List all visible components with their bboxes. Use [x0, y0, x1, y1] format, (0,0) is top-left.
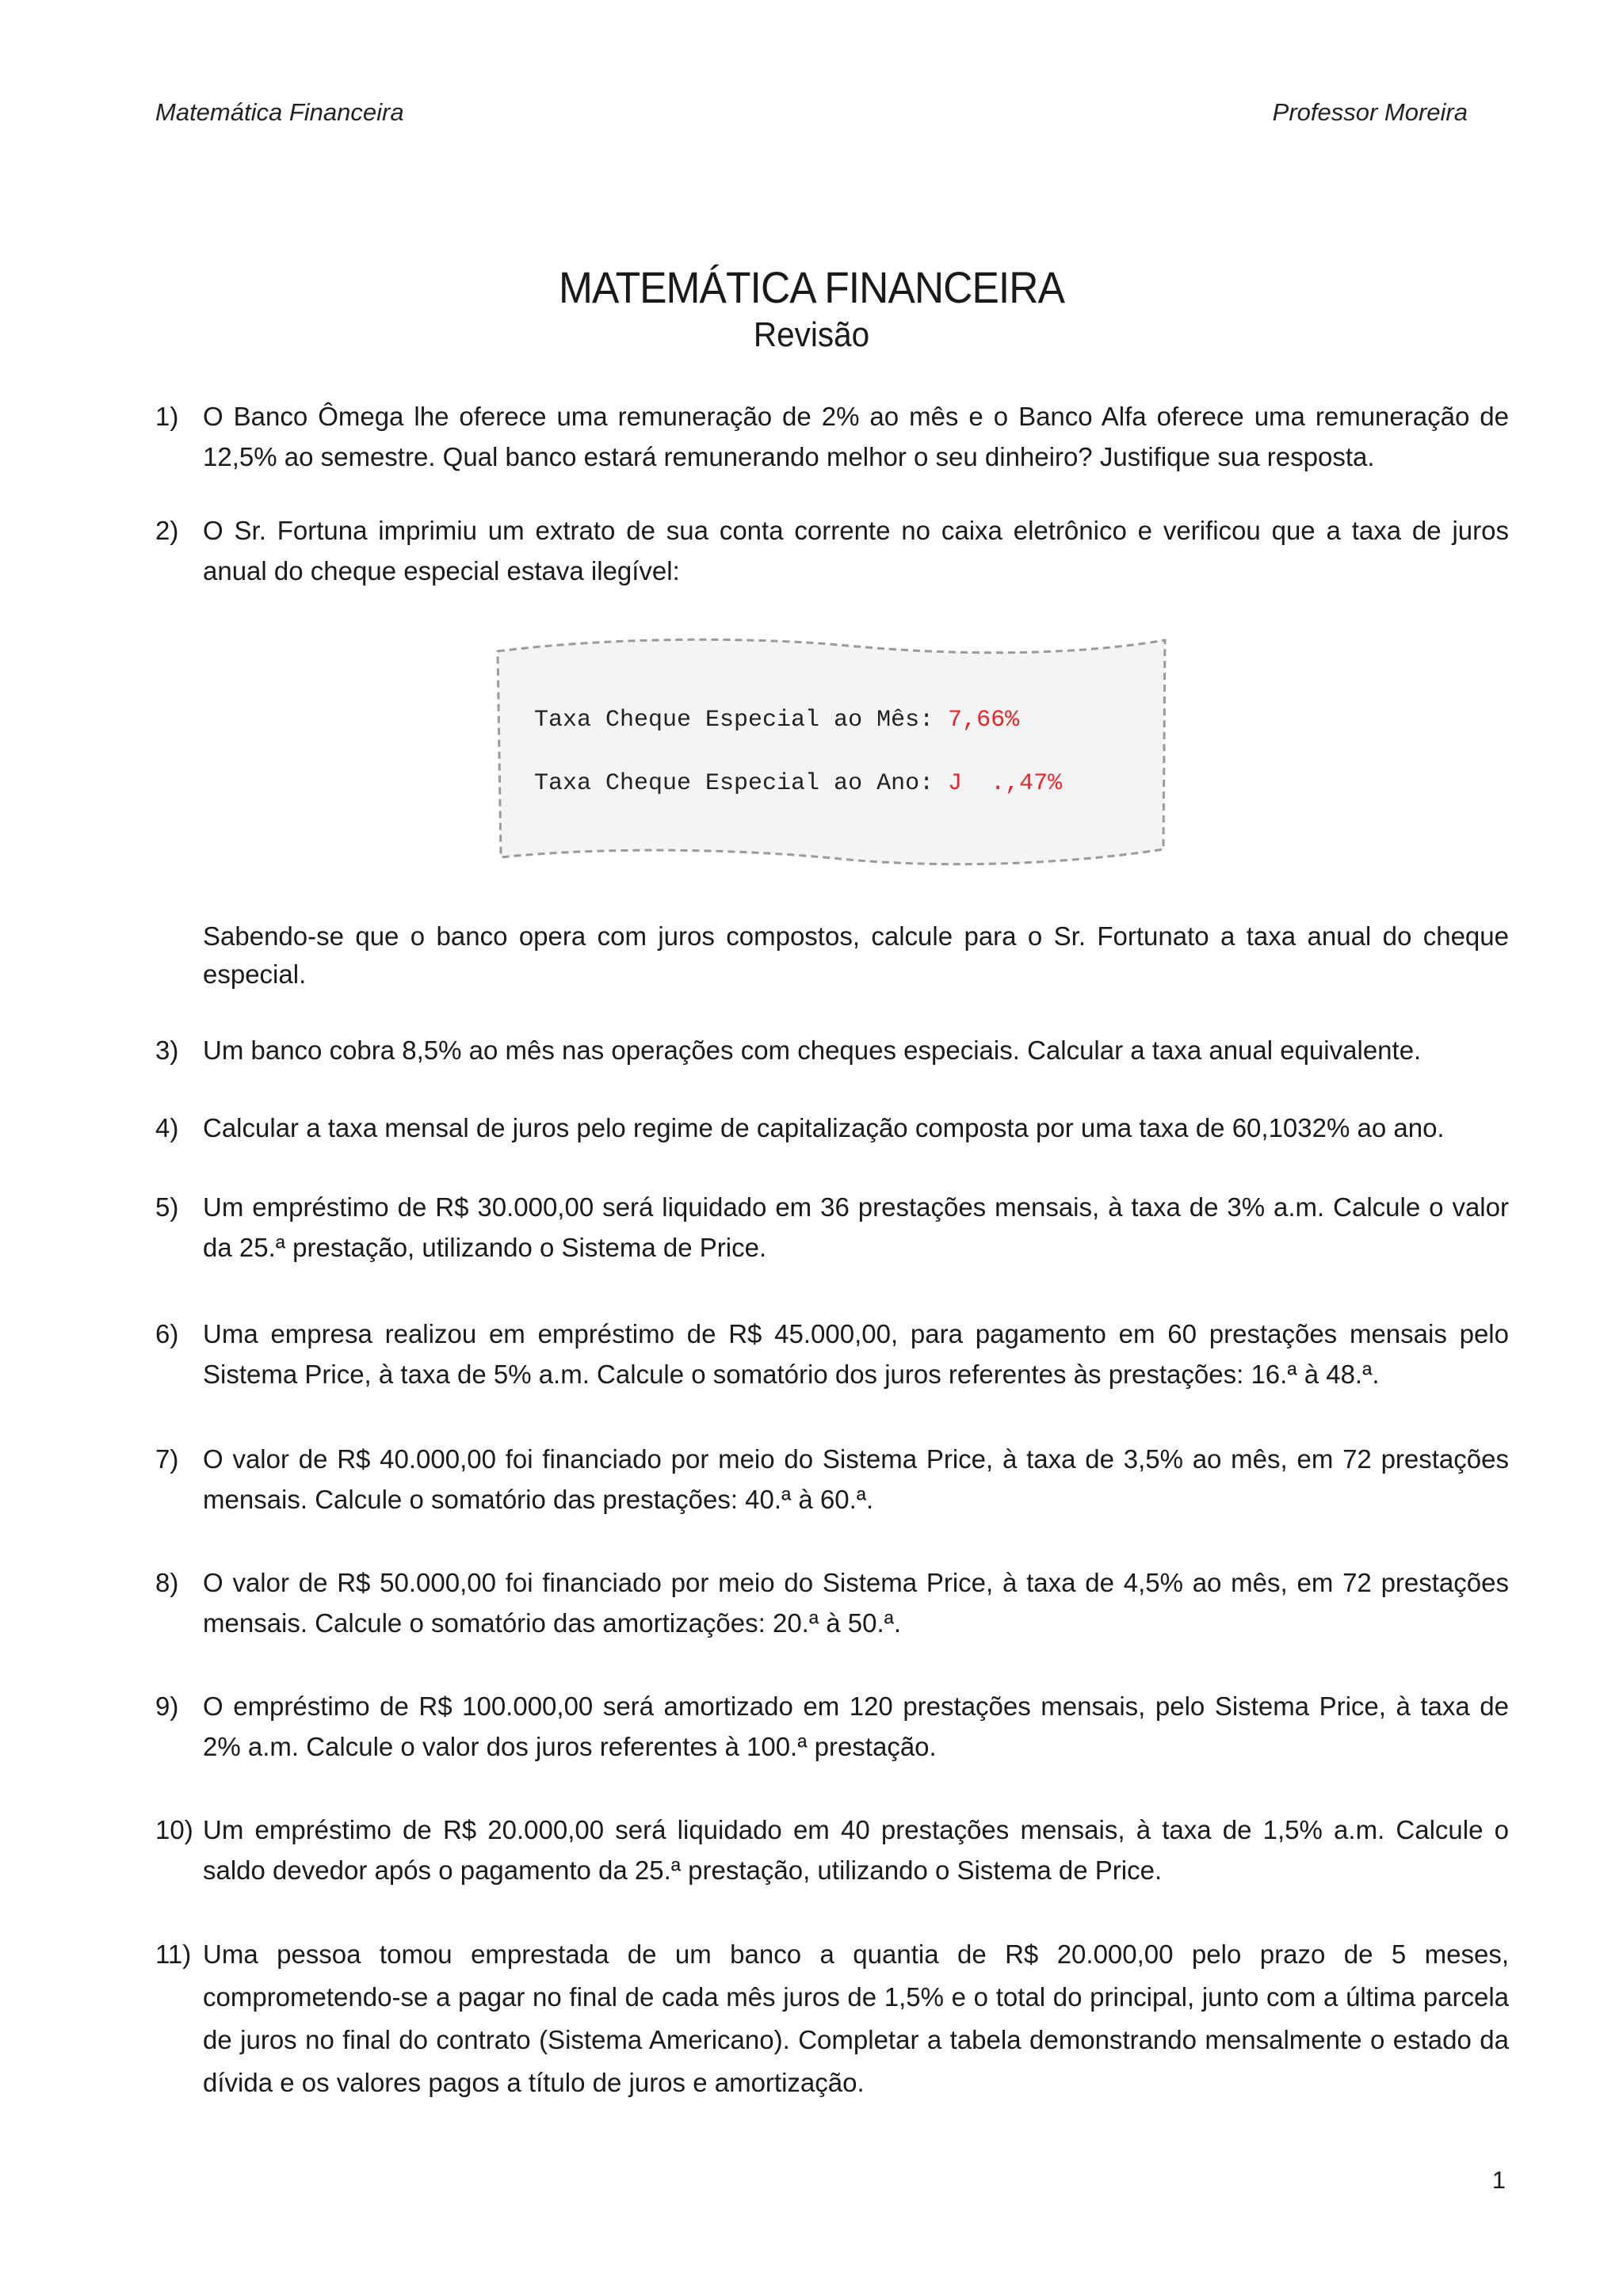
- question-text: O valor de R$ 40.000,00 foi financiado por meio do Sistema Price, à taxa de 3,5% ao mês, em 72 prestações mensais. Calcule o somatório das prestações: 40.ª à 60.ª.: [203, 1444, 1509, 1514]
- receipt-paper: [491, 634, 1173, 887]
- question-6: [155, 1314, 1509, 1394]
- question-text: Uma pessoa tomou emprestada de um banco a quantia de R$ 20.000,00 pelo prazo de 5 meses, comprometendo-se a pagar no final de cada mês juros de 1,5% e o total do principal, junto com a última parcela de juros no final do contrato (Sistema Americano). Completar a tabela demonstrando mensalmente o estado da dívida e os valores pagos a título de juros e amortização.: [203, 1939, 1509, 2097]
- receipt-label-month: Taxa Cheque Especial ao Mês:: [534, 707, 949, 734]
- question-number: 10): [155, 1815, 193, 1844]
- question-number: 5): [155, 1192, 179, 1222]
- question-1: [155, 396, 1509, 477]
- receipt-line-year: [534, 770, 1062, 797]
- question-number: 9): [155, 1691, 179, 1721]
- question-number: 3): [155, 1035, 179, 1065]
- question-number: 2): [155, 516, 179, 545]
- page-number: 1: [1491, 2166, 1506, 2194]
- question-text: O Banco Ômega lhe oferece uma remuneração de 2% ao mês e o Banco Alfa oferece uma remuneração de 12,5% ao semestre. Qual banco estará remunerando melhor o seu dinheiro? Justifique sua resposta.: [203, 402, 1509, 471]
- question-text: Uma empresa realizou em empréstimo de R$ 45.000,00, para pagamento em 60 prestações mensais pelo Sistema Price, à taxa de 5% a.m. Calcule o somatório dos juros referentes às prestações: 16.ª à 48.ª.: [203, 1319, 1509, 1389]
- question-5: [155, 1187, 1509, 1268]
- question-number: 4): [155, 1113, 179, 1142]
- receipt-value-year: J .,47%: [948, 770, 1063, 797]
- question-11: [155, 1933, 1509, 2104]
- question-2: [155, 510, 1509, 591]
- question-4: [155, 1108, 1509, 1148]
- question-9: [155, 1686, 1509, 1767]
- question-number: 11): [155, 1939, 192, 1969]
- question-number: 1): [155, 402, 179, 431]
- receipt-label-year: Taxa Cheque Especial ao Ano:: [534, 770, 949, 797]
- question-7: [155, 1439, 1509, 1520]
- header-right: Professor Moreira: [1272, 98, 1468, 126]
- bank-statement-receipt: [491, 634, 1173, 887]
- question-number: 7): [155, 1444, 179, 1474]
- page-title: MATEMÁTICA FINANCEIRA: [558, 262, 1065, 312]
- receipt-value-month: 7,66%: [948, 707, 1020, 734]
- question-text: O valor de R$ 50.000,00 foi financiado por meio do Sistema Price, à taxa de 4,5% ao mês, em 72 prestações mensais. Calcule o somatório das amortizações: 20.ª à 50.ª.: [203, 1568, 1509, 1638]
- question-text: O empréstimo de R$ 100.000,00 será amortizado em 120 prestações mensais, pelo Sistema Price, à taxa de 2% a.m. Calcule o valor dos juros referentes à 100.ª prestação.: [203, 1691, 1509, 1761]
- question-text: Um empréstimo de R$ 30.000,00 será liquidado em 36 prestações mensais, à taxa de 3% a.m. Calcule o valor da 25.ª prestação, utilizando o Sistema de Price.: [203, 1192, 1509, 1262]
- question-10: [155, 1810, 1509, 1890]
- question-text: Um empréstimo de R$ 20.000,00 será liquidado em 40 prestações mensais, à taxa de 1,5% a.m. Calcule o saldo devedor após o pagamento da 25.ª prestação, utilizando o Sistema de Price.: [203, 1815, 1509, 1885]
- question-number: 6): [155, 1319, 179, 1348]
- question-number: 8): [155, 1568, 179, 1597]
- header-left: Matemática Financeira: [155, 98, 404, 126]
- question-text: Um banco cobra 8,5% ao mês nas operações com cheques especiais. Calcular a taxa anual equivalente.: [203, 1035, 1422, 1065]
- question-8: [155, 1562, 1509, 1643]
- receipt-line-month: [534, 707, 1019, 734]
- question-text: Calcular a taxa mensal de juros pelo regime de capitalização composta por uma taxa de 60,1032% ao ano.: [203, 1113, 1445, 1142]
- question-2-note: Sabendo-se que o banco opera com juros compostos, calcule para o Sr. Fortunato a taxa anual do cheque especial.: [203, 921, 1509, 989]
- question-text: O Sr. Fortuna imprimiu um extrato de sua conta corrente no caixa eletrônico e verificou que a taxa de juros anual do cheque especial estava ilegível:: [203, 516, 1509, 585]
- page-subtitle: Revisão: [753, 315, 870, 354]
- question-3: [155, 1030, 1509, 1070]
